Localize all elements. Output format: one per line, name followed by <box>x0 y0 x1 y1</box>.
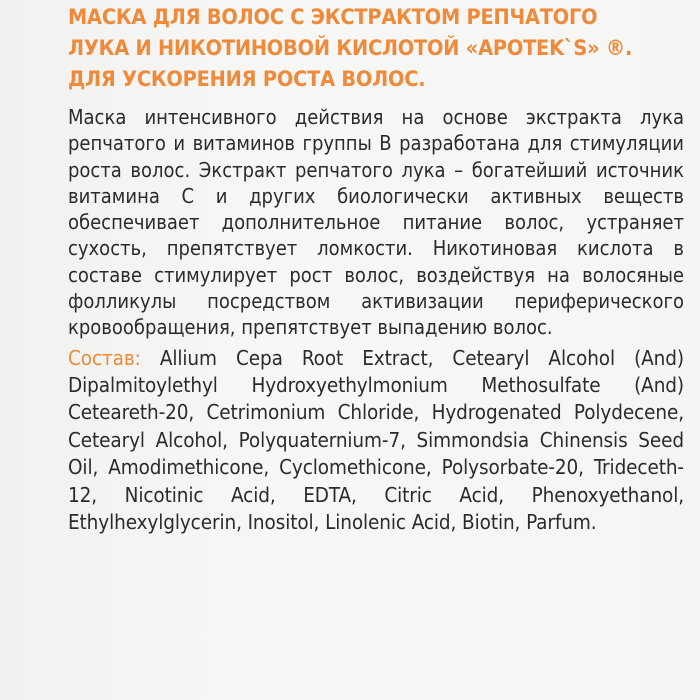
product-heading <box>68 2 684 95</box>
heading-line-2: ЛУКА И НИКОТИНОВОЙ КИСЛОТОЙ «APOTEK`S» ®. <box>68 36 633 61</box>
product-description: Маска интенсивного действия на основе экстракта лука репчатого и витаминов группы В разработана для стимуляции роста волос. Экстракт репчатого лука – богатейший источник витамина С и других биологически активных веществ обеспечивает дополнительное питание волос, устраняет сухость, препятствует ломкости. Никотиновая кислота в составе стимулирует рост волос, воздействуя на волосяные фолликулы посредством активизации периферического кровообращения, препятствует выпадению волос. <box>68 105 684 340</box>
heading-line-1: МАСКА ДЛЯ ВОЛОС С ЭКСТРАКТОМ РЕПЧАТОГО <box>68 5 598 30</box>
heading-line-3: ДЛЯ УСКОРЕНИЯ РОСТА ВОЛОС. <box>68 67 426 92</box>
ingredients-section <box>68 345 684 537</box>
ingredients-list: Allium Cepa Root Extract, Cetearyl Alcohol (And) Dipalmitoylethyl Hydroxyethylmonium Methosulfate (And) Ceteareth-20, Cetrimonium Chloride, Hydrogenated Polydecene, Cetearyl Alcohol, Polyquaternium-7, Simmondsia Chinensis Seed Oil, Amodimethicone, Cyclomethicone, Polysorbate-20, Trideceth-12, Nicotinic Acid, EDTA, Citric Acid, Phenoxyethanol, Ethylhexylglycerin, Inositol, Linolenic Acid, Biotin, Parfum. <box>68 345 684 535</box>
ingredients-label: Состав: <box>68 345 141 370</box>
